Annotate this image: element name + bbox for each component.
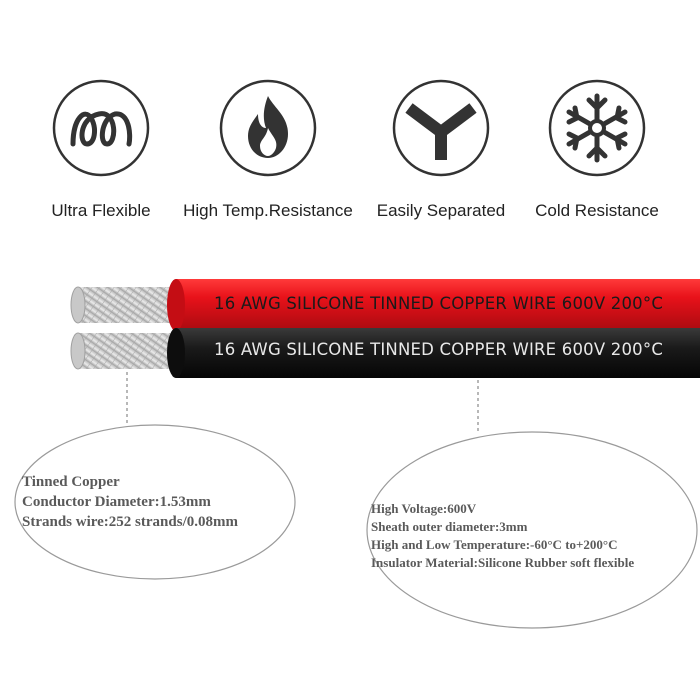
conductor-specs <box>22 472 238 532</box>
spec-material: Tinned Copper <box>22 474 120 490</box>
feature-label: Easily Separated <box>376 201 506 220</box>
red-wire-label: 16 AWG SILICONE TINNED COPPER WIRE 600V 200°C <box>214 294 664 313</box>
spec-voltage: High Voltage:600V <box>371 501 477 516</box>
feature-label: Cold Resistance <box>535 201 659 220</box>
spec-insulator-material: Insulator Material:Silicone Rubber soft flexible <box>371 555 635 570</box>
insulation-specs <box>371 500 634 572</box>
black-wire-label: 16 AWG SILICONE TINNED COPPER WIRE 600V 200°C <box>214 340 664 359</box>
exposed-conductor-black <box>71 333 178 369</box>
feature-label: Ultra Flexible <box>51 201 151 220</box>
spec-temperature: High and Low Temperature:-60°C to+200°C <box>371 537 618 552</box>
spec-sheath-diameter: Sheath outer diameter:3mm <box>371 519 528 534</box>
feature-label: High Temp.Resistance <box>183 201 353 220</box>
exposed-conductor-red <box>71 287 178 323</box>
spec-strands: Strands wire:252 strands/0.08mm <box>22 514 238 530</box>
spec-conductor-diameter: Conductor Diameter:1.53mm <box>22 494 211 510</box>
